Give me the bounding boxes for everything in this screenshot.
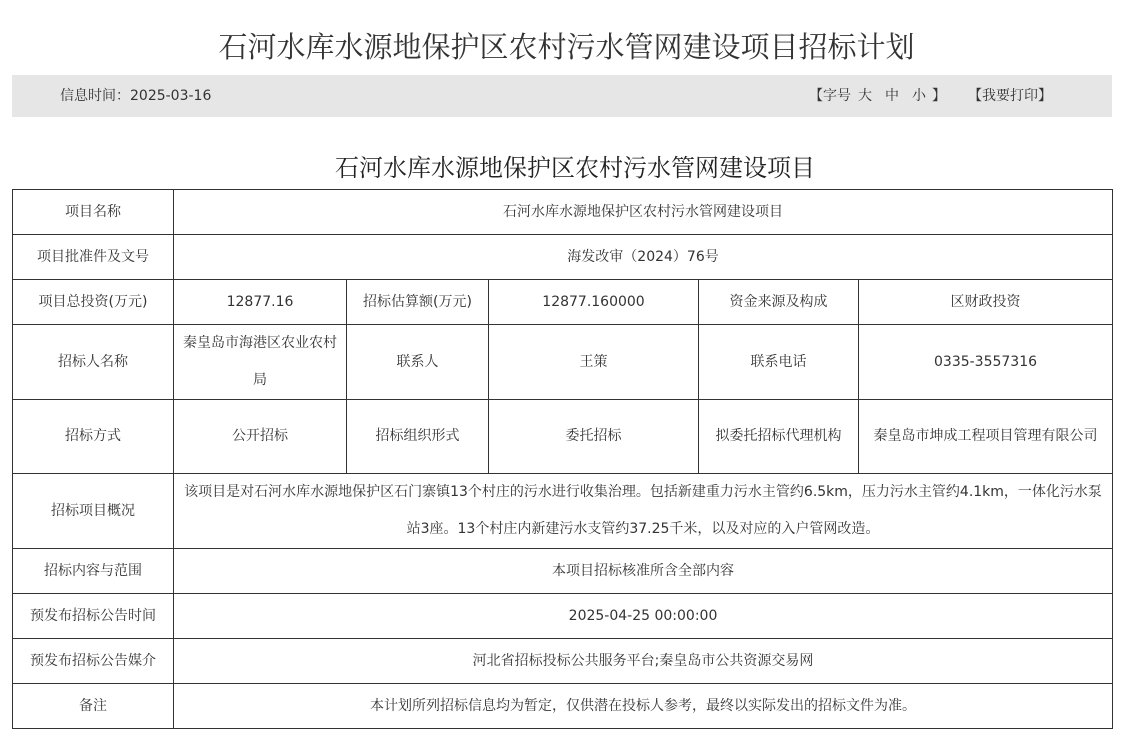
estimate-value: 12877.160000 — [489, 280, 699, 325]
phone-label: 联系电话 — [699, 325, 859, 400]
org-form-value: 委托招标 — [489, 400, 699, 474]
publish-media-label: 预发布招标公告媒介 — [13, 639, 174, 684]
project-name-value: 石河水库水源地保护区农村污水管网建设项目 — [174, 190, 1113, 235]
investment-value: 12877.16 — [174, 280, 347, 325]
agency-value: 秦皇岛市坤成工程项目管理有限公司 — [859, 400, 1113, 474]
overview-label: 招标项目概况 — [13, 474, 174, 549]
project-name-label: 项目名称 — [13, 190, 174, 235]
table-row — [13, 594, 1113, 639]
tenderer-label: 招标人名称 — [13, 325, 174, 400]
bid-plan-table — [12, 189, 1113, 729]
font-size-large-button[interactable]: 大 — [858, 88, 872, 104]
scope-label: 招标内容与范围 — [13, 549, 174, 594]
font-size-label: 【字号 — [809, 88, 851, 104]
project-heading: 石河水库水源地保护区农村污水管网建设项目 — [335, 154, 815, 182]
approval-label: 项目批准件及文号 — [13, 235, 174, 280]
info-bar — [12, 75, 1112, 117]
print-button[interactable]: 【我要打印】 — [968, 88, 1052, 104]
agency-label: 拟委托招标代理机构 — [699, 400, 859, 474]
contact-value: 王策 — [489, 325, 699, 400]
remark-value: 本计划所列招标信息均为暂定，仅供潜在投标人参考，最终以实际发出的招标文件为准。 — [174, 684, 1113, 729]
font-size-small-button[interactable]: 小 — [912, 88, 926, 104]
scope-value: 本项目招标核准所含全部内容 — [174, 549, 1113, 594]
overview-value: 该项目是对石河水库水源地保护区石门寨镇13个村庄的污水进行收集治理。包括新建重力污水主管约6.5km，压力污水主管约4.1km，一体化污水泵站3座。13个村庄内新建污水支管约37.25千米，以及对应的入户管网改造。 — [174, 474, 1113, 549]
approval-value: 海发改审（2024）76号 — [174, 235, 1113, 280]
tenderer-value: 秦皇岛市海港区农业农村局 — [174, 325, 347, 400]
table-row — [13, 639, 1113, 684]
table-row — [13, 684, 1113, 729]
investment-label: 项目总投资(万元) — [13, 280, 174, 325]
table-row — [13, 549, 1113, 594]
org-form-label: 招标组织形式 — [347, 400, 489, 474]
publish-time-value: 2025-04-25 00:00:00 — [174, 594, 1113, 639]
contact-label: 联系人 — [347, 325, 489, 400]
table-row — [13, 235, 1113, 280]
page-title: 石河水库水源地保护区农村污水管网建设项目招标计划 — [218, 30, 915, 65]
fund-source-value: 区财政投资 — [859, 280, 1113, 325]
method-label: 招标方式 — [13, 400, 174, 474]
publish-time-label: 预发布招标公告时间 — [13, 594, 174, 639]
table-row — [13, 280, 1113, 325]
table-row — [13, 325, 1113, 400]
font-size-medium-button[interactable]: 中 — [885, 88, 899, 104]
remark-label: 备注 — [13, 684, 174, 729]
fund-source-label: 资金来源及构成 — [699, 280, 859, 325]
method-value: 公开招标 — [174, 400, 347, 474]
table-row — [13, 400, 1113, 474]
estimate-label: 招标估算额(万元) — [347, 280, 489, 325]
publish-media-value: 河北省招标投标公共服务平台;秦皇岛市公共资源交易网 — [174, 639, 1113, 684]
phone-value: 0335-3557316 — [859, 325, 1113, 400]
info-time-label: 信息时间： — [60, 88, 130, 104]
table-row — [13, 190, 1113, 235]
font-size-close-bracket: 】 — [932, 88, 946, 104]
info-time — [60, 75, 211, 117]
table-row — [13, 474, 1113, 549]
font-size-controls — [809, 75, 946, 117]
info-time-value: 2025-03-16 — [130, 88, 212, 104]
